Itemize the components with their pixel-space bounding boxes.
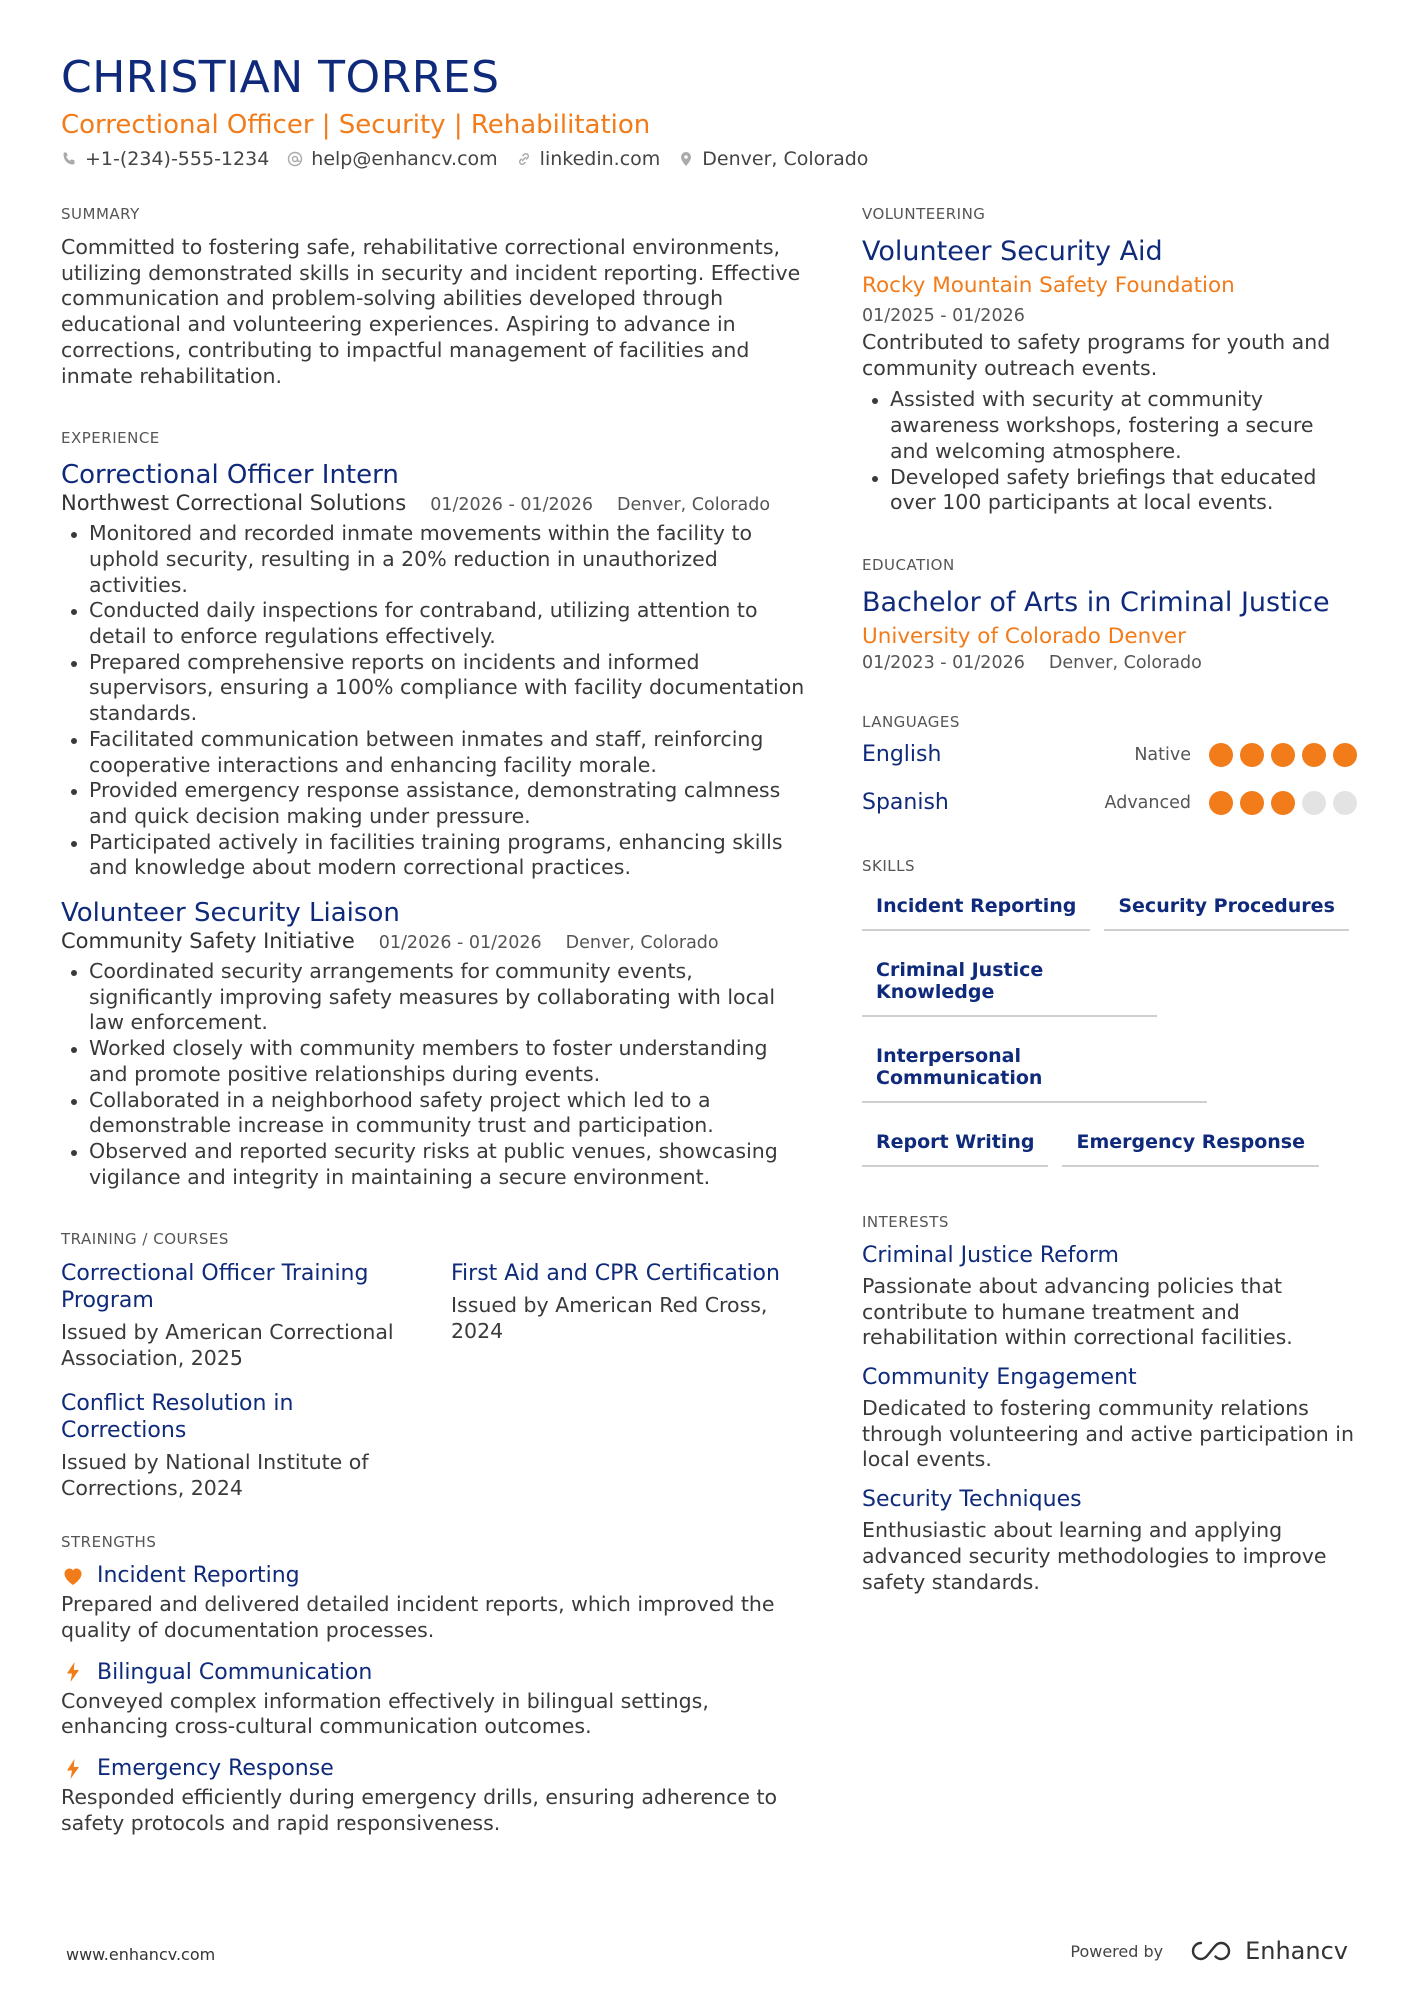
interest-desc: Enthusiastic about learning and applying advanced security methodologies to improve safety standards. [862, 1518, 1327, 1594]
section-title: TRAINING / COURSES [61, 1230, 229, 1249]
section-title: INTERESTS [862, 1212, 949, 1231]
skills-list [862, 881, 1357, 1181]
strength-title: Emergency Response [97, 1756, 334, 1782]
strength-item [61, 1756, 806, 1836]
volunteer-bullets [862, 387, 1357, 516]
contact-phone[interactable] [61, 148, 269, 170]
skill-tag: Interpersonal Communication [862, 1031, 1207, 1103]
job-company: Northwest Correctional Solutions [61, 491, 407, 516]
rating-dots [1209, 743, 1357, 767]
bullet-item: Monitored and recorded inmate movements within the facility to uphold security, resulting in a 20% reduction in unauthorized activities. [61, 521, 806, 598]
bullet-item: Assisted with security at community awareness workshops, fostering a secure and welcoming atmosphere. [862, 387, 1357, 464]
bullet-item: Participated actively in facilities training programs, enhancing skills and knowledge about modern correctional practices. [61, 830, 806, 881]
job-entry [61, 897, 806, 1190]
bolt-icon [61, 1660, 85, 1684]
language-name: English [862, 742, 942, 768]
rating-dot-filled [1271, 743, 1295, 767]
bolt-icon [61, 1757, 85, 1781]
skill-tag: Report Writing [862, 1117, 1048, 1167]
job-bullets [61, 521, 806, 881]
course-desc: Issued by American Correctional Association, 2025 [61, 1320, 394, 1371]
job-meta [61, 491, 806, 515]
skill-tag: Criminal Justice Knowledge [862, 945, 1157, 1017]
section-title: STRENGTHS [61, 1533, 157, 1552]
strength-head [61, 1660, 806, 1685]
contact-email[interactable] [287, 148, 497, 170]
language-level: Native [1134, 744, 1191, 765]
interest-item [862, 1487, 1357, 1595]
interests-section [862, 1213, 1357, 1595]
course-desc: Issued by American Red Cross, 2024 [451, 1293, 768, 1344]
rating-dot-filled [1333, 743, 1357, 767]
school: University of Colorado Denver [862, 623, 1186, 649]
interest-title: Security Techniques [862, 1487, 1082, 1513]
rating-dot-filled [1240, 743, 1264, 767]
volunteer-date: 01/2025 - 01/2026 [862, 306, 1025, 326]
strength-desc: Prepared and delivered detailed incident reports, which improved the quality of documentation processes. [61, 1592, 775, 1642]
left-column [61, 205, 806, 1852]
course-item [451, 1260, 801, 1371]
section-title: SKILLS [862, 856, 916, 875]
interest-item [862, 1243, 1357, 1351]
education-location: Denver, Colorado [1048, 652, 1202, 673]
job-date: 01/2026 - 01/2026 [378, 933, 542, 954]
job-meta [61, 929, 806, 953]
job-date: 01/2026 - 01/2026 [430, 495, 594, 516]
contact-location [678, 148, 868, 170]
email-text: help@enhancv.com [311, 148, 498, 170]
bullet-item: Collaborated in a neighborhood safety project which led to a demonstrable increase in community trust and participation. [61, 1088, 806, 1139]
location-pin-icon [678, 151, 694, 167]
language-right [1105, 791, 1357, 815]
footer-website[interactable]: www.enhancv.com [66, 1945, 216, 1964]
course-item [61, 1260, 451, 1371]
volunteer-org: Rocky Mountain Safety Foundation [862, 273, 1235, 298]
skill-tag: Security Procedures [1104, 881, 1349, 931]
course-desc: Issued by National Institute of Corrections, 2024 [61, 1449, 369, 1500]
bullet-item: Coordinated security arrangements for community events, significantly improving safety measures by collaborating with local law enforcement. [61, 959, 806, 1036]
experience-section [61, 429, 806, 1190]
volunteer-role: Volunteer Security Aid [862, 236, 1163, 267]
skill-tag: Incident Reporting [862, 881, 1090, 931]
summary-text: Committed to fostering safe, rehabilitative correctional environments, utilizing demonstrated skills in security and incident reporting. Effective communication and problem-solving abilities developed through educational and volunteering experiences. Aspiring to advance in corrections, contributing to impactful management of facilities and inmate rehabilitation. [61, 235, 801, 388]
interest-desc: Passionate about advancing policies that contribute to humane treatment and rehabilitation within correctional facilities. [862, 1273, 1293, 1350]
bullet-item: Observed and reported security risks at public venues, showcasing vigilance and integrity in maintaining a secure environment. [61, 1139, 806, 1190]
language-row [862, 779, 1357, 827]
strength-desc: Responded efficiently during emergency drills, ensuring adherence to safety protocols and rapid responsiveness. [61, 1785, 778, 1835]
enhancv-logo[interactable] [1189, 1937, 1348, 1965]
rating-dot-empty [1302, 791, 1326, 815]
interest-title: Criminal Justice Reform [862, 1242, 1119, 1268]
language-row [862, 731, 1357, 779]
job-entry [61, 459, 806, 881]
location-text: Denver, Colorado [702, 148, 869, 170]
rating-dot-filled [1302, 743, 1326, 767]
language-level: Advanced [1104, 792, 1191, 813]
strength-item [61, 1660, 806, 1740]
section-title: EXPERIENCE [61, 429, 160, 448]
course-title: Correctional Officer Training Program [61, 1261, 369, 1314]
language-right [1134, 743, 1357, 767]
education-section [862, 556, 1357, 673]
course-title: Conflict Resolution in Corrections [61, 1390, 294, 1443]
course-title: First Aid and CPR Certification [451, 1261, 780, 1287]
summary-section [61, 205, 806, 389]
candidate-name: CHRISTIAN TORRES [61, 52, 500, 103]
rating-dot-filled [1209, 791, 1233, 815]
section-title: LANGUAGES [862, 712, 960, 731]
education-date: 01/2023 - 01/2026 [862, 652, 1025, 673]
bullet-item: Provided emergency response assistance, demonstrating calmness and quick decision making under pressure. [61, 778, 806, 829]
interest-desc: Dedicated to fostering community relations through volunteering and active participation in local events. [862, 1396, 1354, 1472]
strength-head [61, 1563, 806, 1588]
job-title: Volunteer Security Liaison [61, 898, 400, 929]
volunteering-section [862, 205, 1357, 516]
rating-dot-empty [1333, 791, 1357, 815]
education-meta [862, 653, 1357, 673]
section-title: EDUCATION [862, 555, 955, 574]
link-icon [516, 151, 532, 167]
enhancv-logo-icon [1189, 1939, 1235, 1963]
job-location: Denver, Colorado [617, 495, 771, 516]
rating-dot-filled [1240, 791, 1264, 815]
linkedin-text: linkedin.com [539, 148, 661, 170]
rating-dot-filled [1271, 791, 1295, 815]
bullet-item: Conducted daily inspections for contraband, utilizing attention to detail to enforce regulations effectively. [61, 598, 806, 649]
footer-branding [1070, 1937, 1348, 1965]
phone-text: +1-(234)-555-1234 [85, 148, 270, 170]
brand-name: Enhancv [1245, 1937, 1348, 1965]
right-column [862, 205, 1357, 1609]
strength-title: Incident Reporting [97, 1563, 300, 1589]
strength-head [61, 1756, 806, 1781]
phone-icon [61, 151, 77, 167]
skills-section [862, 857, 1357, 1181]
job-title: Correctional Officer Intern [61, 460, 399, 491]
languages-section [862, 713, 1357, 827]
course-item [61, 1390, 451, 1501]
strength-item [61, 1563, 806, 1643]
degree: Bachelor of Arts in Criminal Justice [862, 586, 1330, 618]
rating-dots [1209, 791, 1357, 815]
bullet-item: Worked closely with community members to foster understanding and promote positive relationships during events. [61, 1036, 806, 1087]
headline: Correctional Officer | Security | Rehabilitation [61, 110, 651, 140]
contact-linkedin[interactable] [516, 148, 661, 170]
powered-by-text: Powered by [1070, 1941, 1164, 1961]
skill-tag: Emergency Response [1062, 1117, 1319, 1167]
job-bullets [61, 959, 806, 1190]
interest-item [862, 1365, 1357, 1473]
rating-dot-filled [1209, 743, 1233, 767]
strengths-section [61, 1533, 806, 1836]
language-name: Spanish [862, 790, 949, 816]
job-company: Community Safety Initiative [61, 929, 355, 954]
strength-desc: Conveyed complex information effectively in bilingual settings, enhancing cross-cultural communication outcomes. [61, 1688, 709, 1739]
at-icon [287, 151, 303, 167]
interest-title: Community Engagement [862, 1365, 1137, 1391]
strength-title: Bilingual Communication [97, 1659, 373, 1685]
bullet-item: Prepared comprehensive reports on incidents and informed supervisors, ensuring a 100% compliance with facility documentation standards. [61, 650, 806, 727]
bullet-item: Developed safety briefings that educated over 100 participants at local events. [862, 465, 1357, 516]
volunteer-desc: Contributed to safety programs for youth and community outreach events. [862, 330, 1331, 380]
job-location: Denver, Colorado [565, 933, 719, 954]
section-title: SUMMARY [61, 205, 140, 223]
heart-icon [61, 1564, 85, 1588]
contact-bar [61, 148, 868, 170]
training-section [61, 1230, 806, 1519]
course-grid [61, 1260, 806, 1519]
section-title: VOLUNTEERING [862, 205, 986, 223]
bullet-item: Facilitated communication between inmates and staff, reinforcing cooperative interactions and enhancing facility morale. [61, 727, 806, 778]
